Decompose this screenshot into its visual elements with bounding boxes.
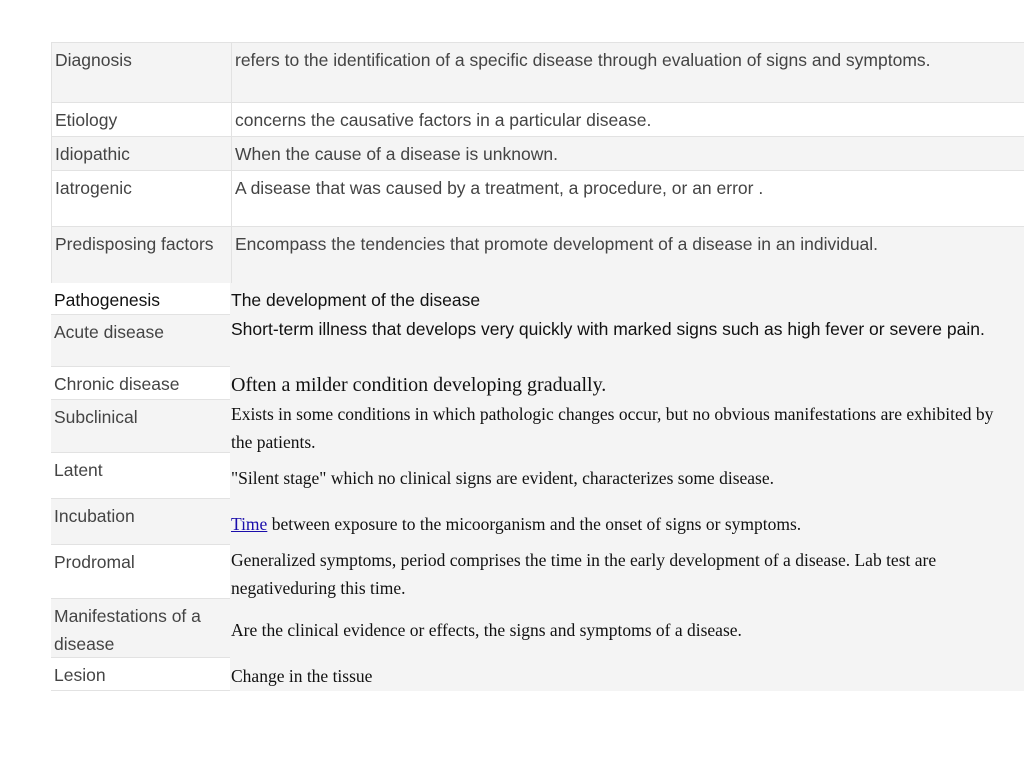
definition-cell: Exists in some conditions in which pathologic changes occur, but no obvious manifestations are exhibited by the patients. bbox=[231, 404, 994, 452]
term-cell: Chronic disease bbox=[51, 367, 230, 400]
definition-cell: Short-term illness that develops very quickly with marked signs such as high fever or severe pain. bbox=[231, 319, 985, 339]
term-cell: Latent bbox=[51, 453, 230, 499]
term-cell: Incubation bbox=[51, 499, 230, 545]
term-cell: Iatrogenic bbox=[52, 171, 232, 227]
definition-cell: Generalized symptoms, period comprises the time in the early development of a disease. Lab test are negativeduring this time. bbox=[231, 550, 937, 598]
table-row bbox=[52, 103, 1024, 137]
table-row bbox=[52, 227, 1024, 286]
definition-cell: refers to the identification of a specific disease through evaluation of signs and symptoms. bbox=[232, 43, 1024, 103]
lower-table bbox=[51, 283, 1024, 691]
term-cell: Idiopathic bbox=[52, 137, 232, 171]
definition-cell: Are the clinical evidence or effects, the signs and symptoms of a disease. bbox=[231, 620, 742, 640]
term-cell: Subclinical bbox=[51, 400, 230, 453]
definition-text: between exposure to the micoorganism and the onset of signs or symptoms. bbox=[267, 514, 802, 534]
term-cell: Lesion bbox=[51, 658, 230, 691]
term-cell: Diagnosis bbox=[52, 43, 232, 103]
term-cell: Acute disease bbox=[51, 315, 230, 367]
definition-cell: "Silent stage" which no clinical signs are evident, characterizes some disease. bbox=[231, 468, 774, 488]
table-row bbox=[52, 43, 1024, 103]
term-cell: Manifestations of a disease bbox=[51, 599, 230, 658]
definition-cell: A disease that was caused by a treatment, a procedure, or an error . bbox=[232, 171, 1024, 227]
definition-cell: The development of the disease bbox=[231, 290, 481, 310]
term-cell: Predisposing factors bbox=[52, 227, 232, 286]
definition-cell: When the cause of a disease is unknown. bbox=[232, 137, 1024, 171]
definition-cell bbox=[231, 510, 1016, 538]
term-cell: Prodromal bbox=[51, 545, 230, 599]
terms-table bbox=[51, 42, 1024, 286]
term-cell: Etiology bbox=[52, 103, 232, 137]
definition-cell: concerns the causative factors in a particular disease. bbox=[232, 103, 1024, 137]
term-cell: Pathogenesis bbox=[51, 283, 230, 315]
definition-cell: Encompass the tendencies that promote development of a disease in an individual. bbox=[232, 227, 1024, 286]
table-row bbox=[52, 171, 1024, 227]
time-link[interactable]: Time bbox=[231, 514, 268, 534]
definition-cell: Change in the tissue bbox=[231, 666, 373, 686]
table-row bbox=[52, 137, 1024, 171]
definition-cell: Often a milder condition developing gradually. bbox=[231, 374, 607, 396]
